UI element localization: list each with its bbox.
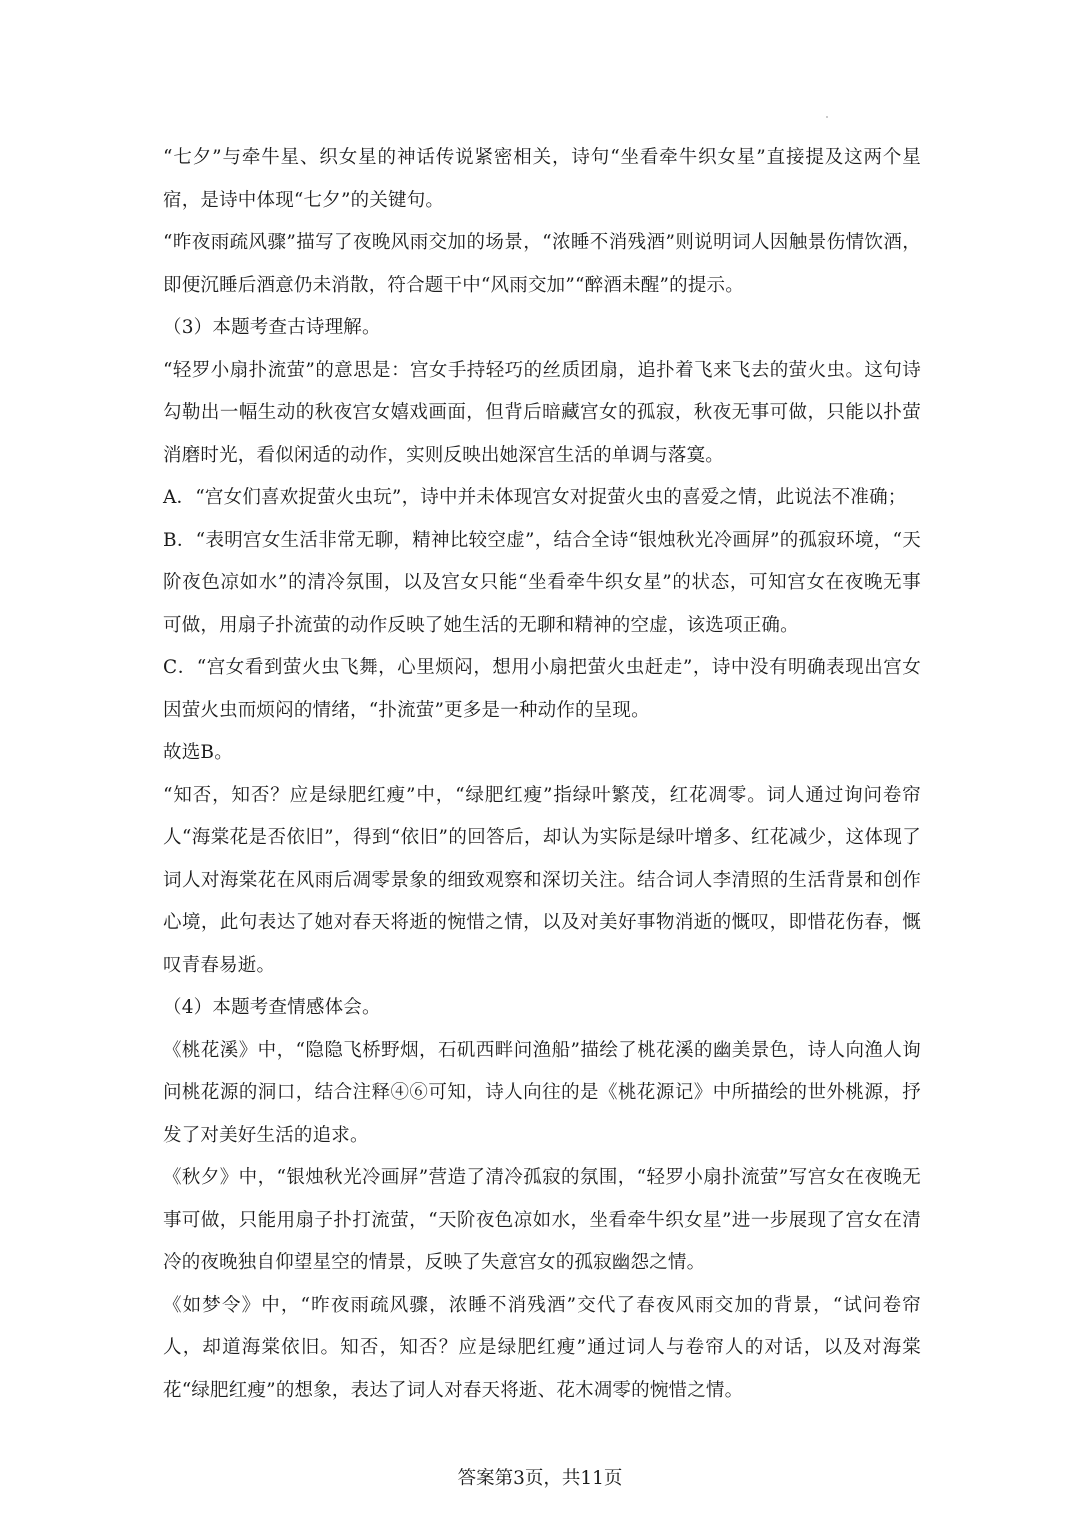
paragraph-taohuaxi: 《桃花溪》中，“隐隐飞桥野烟，石矶西畔问渔船”描绘了桃花溪的幽美景色，诗人向渔人询问桃花源的洞口，结合注释④⑥可知，诗人向往的是《桃花源记》中所描绘的世外桃源，抒发了对美好生活的追求。 xyxy=(163,1039,921,1146)
paragraph-green-fat-red-thin: “知否，知否？应是绿肥红瘦”中，“绿肥红瘦”指绿叶繁茂，红花凋零。词人通过询问卷帘人“海棠花是否依旧”，得到“依旧”的回答后，却认为实际是绿叶增多、红花减少，这体现了词人对海棠花在风雨后凋零景象的细致观察和深切关注。结合词人李清照的生活背景和创作心境，此句表达了她对春天将逝的惋惜之情，以及对美好事物消逝的慨叹，即惜花伤春，慨叹青春易逝。 xyxy=(163,784,921,976)
answer-text-body xyxy=(163,137,921,1412)
paragraph-qiuxi: 《秋夕》中，“银烛秋光冷画屏”营造了清冷孤寂的氛围，“轻罗小扇扑流萤”写宫女在夜晚无事可做，只能用扇子扑打流萤，“天阶夜色凉如水，坐看牵牛织女星”进一步展现了宫女在清冷的夜晚独自仰望星空的情景，反映了失意宫女的孤寂幽怨之情。 xyxy=(163,1167,921,1273)
option-b-analysis: B．“表明宫女生活非常无聊，精神比较空虚”，结合全诗“银烛秋光冷画屏”的孤寂环境，“天阶夜色凉如水”的清冷氛围，以及宫女只能“坐看牵牛织女星”的状态，可知宫女在夜晚无事可做，用扇子扑流萤的动作反映了她生活的无聊和精神的空虚，该选项正确。 xyxy=(163,529,921,636)
paragraph-rumengling: 《如梦令》中，“昨夜雨疏风骤，浓睡不消残酒”交代了春夜风雨交加的背景，“试问卷帘人，却道海棠依旧。知否，知否？应是绿肥红瘦”通过词人与卷帘人的对话，以及对海棠花“绿肥红瘦”的想象，表达了词人对春天将逝、花木凋零的惋惜之情。 xyxy=(163,1294,921,1401)
paragraph-qixi-key-line: “七夕”与牵牛星、织女星的神话传说紧密相关，诗句“坐看牵牛织女星”直接提及这两个星宿，是诗中体现“七夕”的关键句。 xyxy=(163,147,921,211)
option-a-analysis: A．“宫女们喜欢捉萤火虫玩”，诗中并未体现宫女对捉萤火虫的喜爱之情，此说法不准确； xyxy=(163,487,907,508)
option-c-analysis: C．“宫女看到萤火虫飞舞，心里烦闷，想用小扇把萤火虫赶走”，诗中没有明确表现出宫女因萤火虫而烦闷的情绪，“扑流萤”更多是一种动作的呈现。 xyxy=(163,657,921,721)
section-heading-4: （4）本题考查情感体会。 xyxy=(163,997,381,1018)
paragraph-wind-rain-line: “昨夜雨疏风骤”描写了夜晚风雨交加的场景，“浓睡不消残酒”则说明词人因触景伤情饮酒，即便沉睡后酒意仍未消散，符合题干中“风雨交加”“醉酒未醒”的提示。 xyxy=(163,232,922,296)
section-heading-3: （3）本题考查古诗理解。 xyxy=(163,317,381,338)
page-footer: 答案第3页，共11页 xyxy=(457,1468,623,1489)
answer-choice: 故选B。 xyxy=(163,742,233,763)
scan-mark xyxy=(826,116,828,118)
paragraph-fan-fireflies-meaning: “轻罗小扇扑流萤”的意思是：宫女手持轻巧的丝质团扇，追扑着飞来飞去的萤火虫。这句诗勾勒出一幅生动的秋夜宫女嬉戏画面，但背后暗藏宫女的孤寂，秋夜无事可做，只能以扑萤消磨时光，看似闲适的动作，实则反映出她深宫生活的单调与落寞。 xyxy=(163,359,921,466)
